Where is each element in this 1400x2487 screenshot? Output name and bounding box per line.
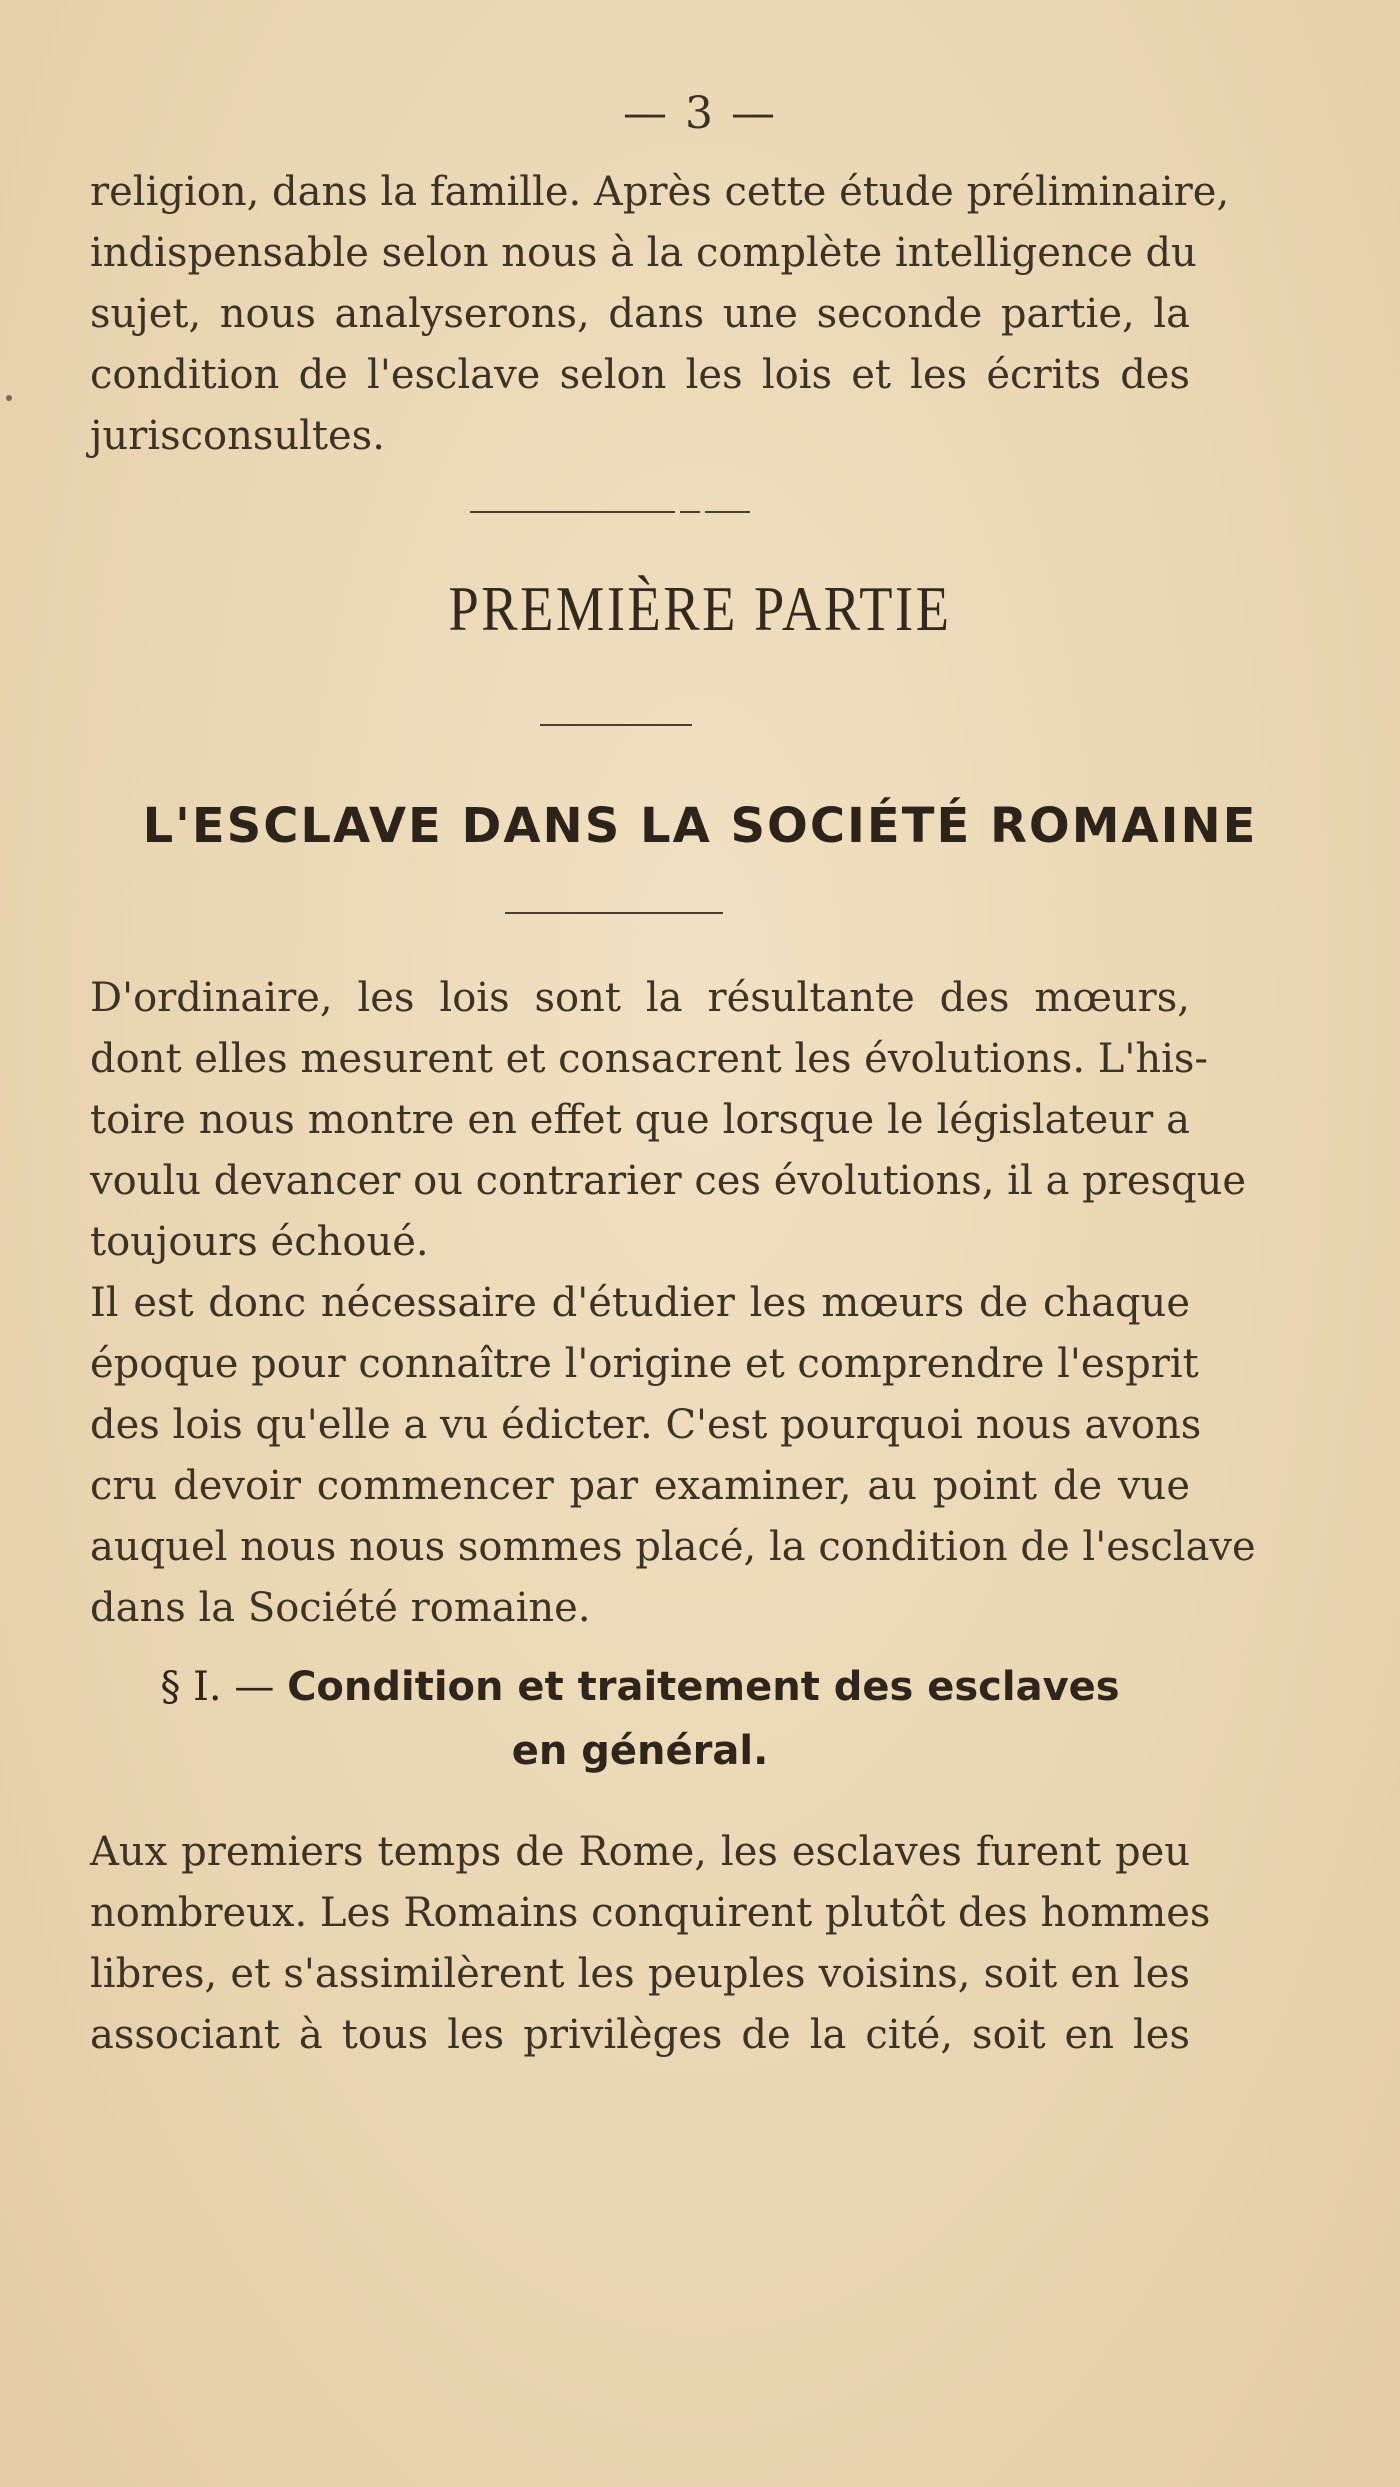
body-paragraphs-2 [90,1822,1211,2066]
divider-rule [470,511,675,513]
text-line: nombreux. Les Romains conquirent plutôt des hommes [90,1890,1211,1936]
text-line: religion, dans la famille. Après cette étude préliminaire, [90,169,1230,215]
text-line: D'ordinaire, les lois sont la résultante des mœurs, [90,975,1190,1021]
section-heading: L'ESCLAVE DANS LA SOCIÉTÉ ROMAINE [142,798,1258,854]
text-line: des lois qu'elle a vu édicter. C'est pourquoi nous avons [90,1402,1202,1448]
page-number: — 3 — [623,88,777,139]
text-line: dont elles mesurent et consacrent les évolutions. L'his- [90,1036,1208,1082]
intro-paragraph [90,162,1230,467]
body-paragraphs-1 [90,968,1256,1639]
paper-mark [6,395,12,401]
divider-rule [505,912,723,914]
text-line: associant à tous les privilèges de la cité, soit en les [90,2012,1190,2058]
subsection-title: Condition et traitement des esclaves [287,1664,1120,1710]
subsection-title-continued: en général. [511,1728,769,1774]
text-line: dans la Société romaine. [90,1585,591,1631]
divider-rule [680,511,700,513]
subsection-heading [90,1655,1190,1783]
subsection-prefix: § I. — [160,1664,275,1710]
text-line: toujours échoué. [90,1219,429,1265]
text-line: voulu devancer ou contrarier ces évolutions, il a presque [90,1158,1247,1204]
text-line: époque pour connaître l'origine et comprendre l'esprit [90,1341,1199,1387]
text-line: sujet, nous analyserons, dans une seconde partie, la [90,291,1190,337]
text-line: toire nous montre en effet que lorsque le législateur a [90,1097,1190,1143]
divider-rule [540,724,692,726]
text-line: indispensable selon nous à la complète intelligence du [90,230,1197,276]
text-line: Aux premiers temps de Rome, les esclaves furent peu [90,1829,1190,1875]
part-heading: PREMIÈRE PARTIE [448,573,952,644]
text-line: libres, et s'assimilèrent les peuples voisins, soit en les [90,1951,1190,1997]
text-line: condition de l'esclave selon les lois et les écrits des [90,352,1190,398]
text-line: auquel nous nous sommes placé, la condition de l'esclave [90,1524,1256,1570]
text-line: Il est donc nécessaire d'étudier les mœurs de chaque [90,1280,1190,1326]
text-line: cru devoir commencer par examiner, au point de vue [90,1463,1190,1509]
text-line: jurisconsultes. [90,413,385,459]
subsection-heading-line-1 [90,1655,1190,1719]
divider-rule [705,511,750,513]
